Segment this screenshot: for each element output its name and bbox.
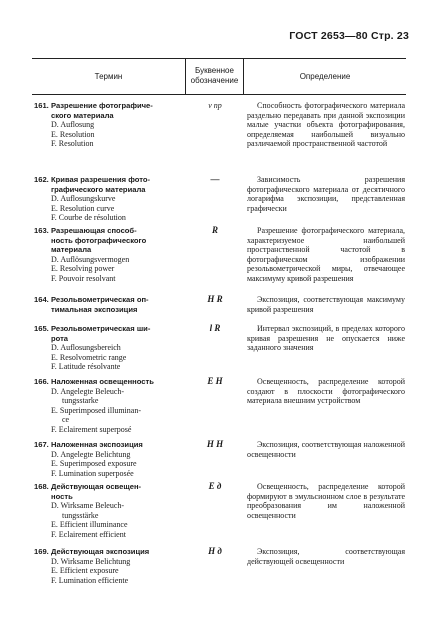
term-translation: tungsstärke [62, 510, 99, 520]
term-translation: D. Auflosung [51, 120, 95, 129]
term-cell [34, 377, 184, 434]
term-translation: E. Resolution [51, 129, 95, 139]
term-symbol: E д [208, 481, 222, 491]
term-definition: Экспозиция, соответствующая действующей освещенности [247, 547, 405, 566]
term-translation: D. Auflosungskurve [51, 194, 116, 203]
term-definition: Экспозиция, соответствующая максимуму кривой разрешения [247, 295, 405, 314]
term-translation: E. Superimposed exposure [51, 459, 137, 468]
term-translation: E. Resolving power [51, 264, 115, 273]
term-symbol: l R [209, 323, 221, 333]
term-translation: F. Eclairement efficient [51, 529, 126, 539]
term-title: тимальная экспозиция [51, 304, 138, 314]
term-title: ность фотографического [51, 235, 147, 245]
term-definition: Разрешение фотографического материала, характеризуемое наибольшей пространственной частотой в фотографическом изображении резольвометрической миры, отвечающее максимуму кривой разрешения [247, 226, 405, 283]
term-cell [34, 226, 184, 283]
column-header-term: Термин [94, 72, 123, 81]
term-translation: D. Wirksame Beleuch- [51, 501, 125, 510]
term-title: Действующая экспозиция [51, 547, 150, 556]
term-definition: Экспозиция, соответствующая наложенной освещенности [247, 440, 405, 459]
term-translation: D. Auflosungsbereich [51, 343, 121, 352]
term-title: Резольвометрическая оп- [51, 295, 149, 304]
term-definition: Способность фотографического материала раздельно передавать при данной экспозиции малые участки объекта фотографирования, определяемая наибольшей визуально различаемой пространственной частотой [247, 101, 405, 148]
term-title: Действующая освещен- [51, 482, 142, 491]
term-translation: E. Efficient exposure [51, 566, 119, 575]
term-title: Разрешающая способ- [51, 226, 137, 235]
term-symbol: H R [207, 294, 223, 304]
term-cell [34, 547, 184, 585]
term-title: Наложенная освещенность [51, 377, 154, 386]
term-translation: F. Lumination superposée [51, 468, 134, 478]
page-header: ГОСТ 2653—80 Стр. 23 [289, 30, 409, 42]
term-symbol: R [211, 225, 218, 235]
term-symbol: E H [207, 376, 223, 386]
term-cell [34, 175, 184, 223]
column-header-symbol-line1: Буквенное [195, 66, 234, 75]
term-number: 161. [34, 101, 49, 110]
term-translation: D. Auflösungsvermogen [51, 254, 130, 264]
term-title: ность [51, 491, 73, 501]
term-definition: Зависимость разрешения фотографического материала от десятичного логарифма экспозиции, представленная графически [247, 175, 405, 213]
term-definition: Интервал экспозиций, в пределах которого кривая разрешения не опускается ниже заданного значения [247, 324, 405, 352]
term-number: 167. [34, 440, 49, 449]
column-header-definition: Определение [299, 72, 351, 81]
term-cell [34, 101, 184, 149]
term-translation: E. Resolvometric range [51, 352, 127, 362]
term-symbol: H д [208, 546, 222, 556]
term-cell [34, 482, 184, 539]
term-number: 169. [34, 547, 49, 556]
term-cell [34, 295, 184, 314]
term-title: рота [51, 333, 69, 343]
term-translation: F. Lumination efficiente [51, 575, 129, 585]
table-top-rule [32, 58, 406, 59]
term-translation: D. Angelegte Belichtung [51, 449, 131, 459]
term-translation: E. Resolution curve [51, 203, 115, 213]
term-translation: D. Wirksame Belichtung [51, 556, 131, 566]
term-number: 163. [34, 226, 49, 235]
term-translation: E. Efficient illuminance [51, 520, 128, 529]
term-translation: F. Pouvoir resolvant [51, 273, 116, 283]
term-title: Резольвометрическая ши- [51, 324, 151, 333]
term-title: материала [51, 245, 92, 254]
term-cell [34, 324, 184, 372]
term-title: Наложенная экспозиция [51, 440, 143, 449]
term-title: Разрешение фотографиче- [51, 101, 153, 110]
column-header-symbol-line2: обозначение [190, 75, 239, 85]
term-number: 164. [34, 295, 49, 304]
term-title: Кривая разрешения фото- [51, 175, 150, 184]
term-number: 166. [34, 377, 49, 386]
term-definition: Освещенность, распределение которой формируют в эмульсионном слое в результате преобразования им наложенной освещенности [247, 482, 405, 520]
term-number: 162. [34, 175, 49, 184]
term-title: графического материала [51, 184, 146, 194]
term-translation: F. Latitude résolvante [51, 362, 121, 371]
term-number: 168. [34, 482, 49, 491]
term-symbol: H H [206, 439, 224, 449]
term-title: ского материала [51, 110, 114, 120]
column-header-symbol [186, 66, 243, 85]
term-translation: ce [62, 415, 70, 424]
table-header-rule [32, 94, 406, 95]
term-translation: tungsstarke [62, 396, 99, 405]
term-translation: E. Superimposed illuminan- [51, 405, 141, 415]
term-translation: F. Courbe de résolution [51, 213, 126, 222]
term-number: 165. [34, 324, 49, 333]
term-translation: F. Resolution [51, 139, 94, 148]
term-symbol: ν пр [208, 101, 222, 110]
term-cell [34, 440, 184, 478]
term-translation: D. Angelegte Beleuch- [51, 386, 125, 396]
term-definition: Освещенность, распределение которой создают в плоскости фотографического материала внешним устройством [247, 377, 405, 405]
term-translation: F. Eclairement superposé [51, 424, 132, 434]
term-symbol: — [210, 174, 220, 184]
